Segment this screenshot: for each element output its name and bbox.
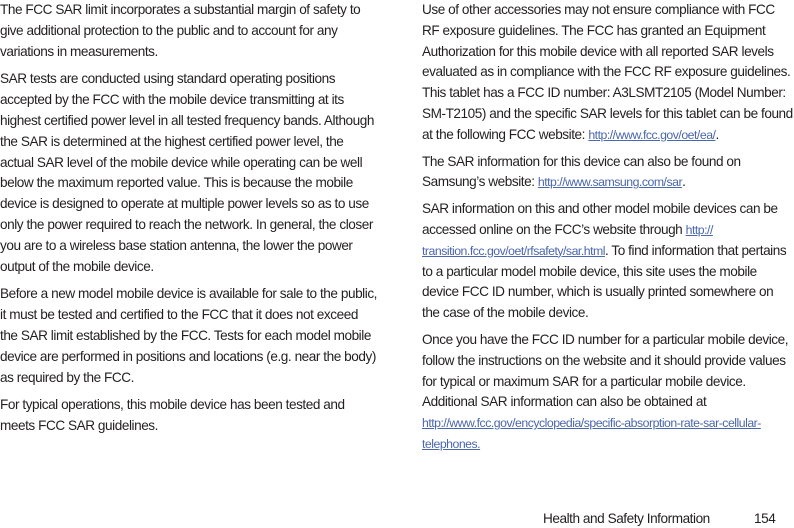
paragraph-fcc-id	[422, 330, 794, 455]
paragraph-sar-tests: SAR tests are conducted using standard operating positions accepted by the FCC with the mobile device transmitting at its highest certified power level in all tested frequency bands. Although the SAR is determined at the highest certified power level, the actual SAR level of the mobile device while operating can be well below the maximum reported value. This is because the mobile device is designed to operate at multiple power levels so as to use only the power required to reach the network. In general, the closer you are to a wireless base station antenna, the lower the power output of the mobile device.	[0, 71, 374, 274]
left-column	[0, 0, 378, 444]
right-column	[422, 0, 794, 461]
fcc-encyclopedia-link[interactable]: http://www.fcc.gov/encyclopedia/specific-absorption-rate-sar-cellular-telephones.	[422, 416, 761, 451]
accessories-end: .	[715, 126, 719, 142]
fcc-ea-link[interactable]: http://www.fcc.gov/oet/ea/	[588, 127, 716, 142]
samsung-sar-end: .	[682, 174, 686, 190]
fcc-website-end: . To find information that pertains to a particular model mobile device, this site uses the mobile device FCC ID number, which is usually printed somewhere on the case of the mobile device.	[422, 242, 787, 321]
paragraph-accessories	[422, 0, 794, 146]
page-number: 154	[754, 511, 776, 526]
samsung-sar-text: The SAR information for this device can also be found on Samsung’s website:	[422, 153, 741, 190]
paragraph-new-model: Before a new model mobile device is available for sale to the public, it must be tested and certified to the FCC that it does not exceed the SAR limit established by the FCC. Tests for each model mobile device are performed in positions and locations (e.g. near the body) as required by the FCC.	[0, 286, 377, 385]
samsung-sar-link[interactable]: http://www.samsung.com/sar	[537, 175, 683, 190]
paragraph-fcc-website	[422, 199, 794, 324]
fcc-website-text: SAR information on this and other model mobile devices can be accessed online on the FCC’s website through	[422, 201, 778, 237]
fcc-rfsafety-link[interactable]: http:// transition.fcc.gov/oet/rfsafety/sar.html	[422, 222, 713, 258]
fcc-id-text: Once you have the FCC ID number for a particular mobile device, follow the instructions on the website and it should provide values for typical or maximum SAR for a particular mobile device. Additional SAR information can also be obtained at	[422, 331, 789, 410]
footer-section-label: Health and Safety Information	[543, 511, 710, 526]
paragraph-sar-limit: The FCC SAR limit incorporates a substantial margin of safety to give additional protection to the public and to account for any variations in measurements.	[0, 2, 361, 59]
paragraph-typical-operations: For typical operations, this mobile device has been tested and meets FCC SAR guidelines.	[0, 397, 345, 434]
page-footer	[0, 510, 794, 528]
paragraph-samsung-sar	[422, 152, 794, 194]
accessories-text: Use of other accessories may not ensure compliance with FCC RF exposure guidelines. The FCC has granted an Equipment Authorization for this mobile device with all reported SAR levels evaluated as in compliance with the FCC RF exposure guidelines. This tablet has a FCC ID number: A3LSMT2105 (Model Number: SM-T2105) and the specific SAR levels for this tablet can be found at the following FCC website:	[422, 2, 793, 142]
